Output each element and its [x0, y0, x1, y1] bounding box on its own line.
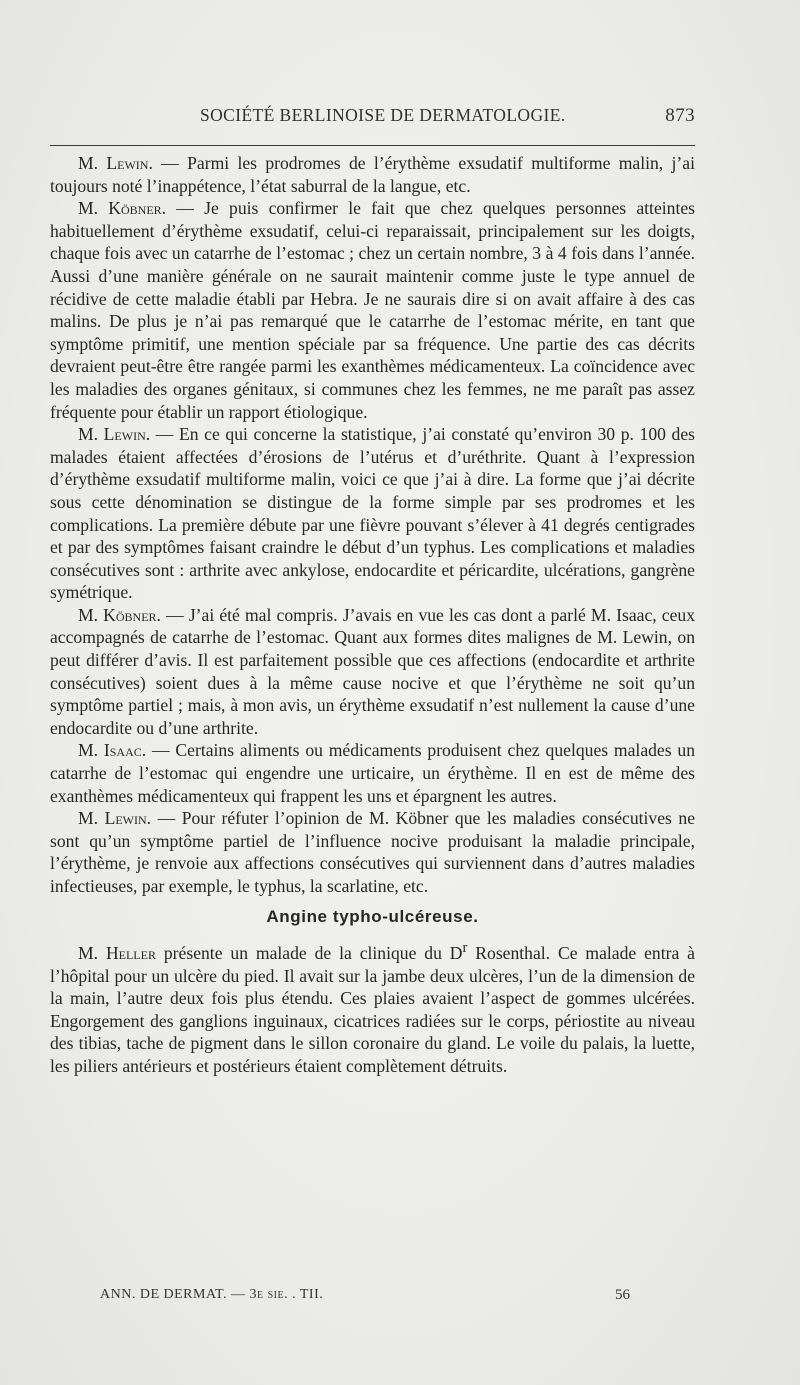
paragraph: [50, 152, 695, 197]
paragraph-text: — Certains aliments ou médicaments produisent chez quelques malades un catarrhe de l’estomac qui engendre une urticaire, un érythème. Il en est de même des exanthèmes médicamenteux qui frappent les uns et épargnent les autres.: [50, 740, 696, 806]
speaker-name: M. Lewin.: [78, 153, 153, 173]
paragraph: [50, 739, 695, 807]
paragraph-text: — Pour réfuter l’opinion de M. Köbner que les maladies consécutives ne sont qu’un symptôme partiel de l’influence nocive produisant la maladie principale, l’érythème, je renvoie aux affections consécutives qui surviennent dans d’autres maladies infectieuses, par exemple, le typhus, la scarlatine, etc.: [50, 808, 696, 896]
speaker-name: M. Lewin.: [78, 808, 152, 829]
paragraph-text: — J’ai été mal compris. J’avais en vue les cas dont a parlé M. Isaac, ceux accompagnés de catarrhe de l’estomac. Quant aux formes dites malignes de M. Lewin, on peut différer d’avis. Il est parfaitement possible que ces affections (endocardite et arthrite consécutives) soient dues à la même cause nocive et que l’érythème ne soit qu’un symptôme partiel ; mais, à mon avis, un érythème exsudatif n’est nullement la cause d’une endocardite ou d’une arthrite.: [50, 604, 695, 738]
paragraph-text: Rosenthal. Ce malade entra à l’hôpital pour un ulcère du pied. Il avait sur la jambe deux ulcères, l’un de la dimension de la main, l’autre deux fois plus étendu. Ces plaies avaient l’aspect de gommes ulcérées. Engorgement des ganglions inguinaux, cicatrices radiées sur le corps, périostite au niveau des tibias, tache de pigment dans le sillon coronaire du gland. Le voile du palais, la luette, les piliers antérieurs et postérieurs étaient complètement détruits.: [50, 943, 695, 1077]
sheet-number: 56: [615, 1287, 630, 1303]
paragraph: [50, 604, 695, 740]
speaker-name: M. Köbner.: [78, 198, 167, 219]
speaker-name: M. Köbner.: [78, 604, 161, 625]
paragraph-text: — En ce qui concerne la statistique, j’ai constaté qu’environ 30 p. 100 des malades étaient affectées d’érosions de l’utérus et d’uréthrite. Quant à l’expression d’érythème exsudatif multiforme malin, voici ce que j’ai à dire. La forme que j’ai décrite sous cette dénomination se distingue de la forme simple par ses prodromes et les complications. La première débute par une fièvre pouvant s’élever à 41 degrés centigrades et par des symptômes faisant craindre le début d’un typhus. Les complications et maladies consécutives sont : arthrite avec ankylose, endocardite et péricardite, ulcérations, gangrène symétrique.: [50, 424, 695, 603]
paragraph-text: — Je puis confirmer le fait que chez quelques personnes atteintes habituellement d’érythème exsudatif, celui-ci reparaissait, principalement sur les doigts, chaque fois avec un catarrhe de l’estomac ; chez un certain nombre, 3 à 4 fois dans l’année. Aussi d’une manière générale on ne saurait maintenir comme juste le type annuel de récidive de cette maladie établi par Hebra. Je ne saurais dire si on avait affaire à des cas malins. De plus je n’ai pas remarqué que le catarrhe de l’estomac mérite, en tant que symptôme primitif, une mention spéciale par sa fréquence. Une partie des cas décrits devraient peut-être être rangée parmi les exanthèmes médicamenteux. La coïncidence avec les maladies des organes génitaux, si communes chez les femmes, ne me paraît pas assez fréquente pour établir un rapport étiologique.: [50, 198, 695, 422]
paragraph: [50, 807, 695, 897]
section-heading: Angine typho-ulcéreuse.: [266, 906, 479, 926]
paragraph: [50, 197, 695, 423]
speaker-name: M. Isaac.: [78, 740, 147, 761]
header-rule: [50, 145, 695, 146]
speaker-name: M. Heller: [78, 943, 156, 964]
journal-signature: ANN. DE DERMAT. — 3e sie. . TII.: [100, 1287, 324, 1302]
paragraph-text: — Parmi les prodromes de l’érythème exsudatif multiforme malin, j’ai toujours noté l’inappétence, l’état saburral de la langue, etc.: [50, 153, 695, 196]
paragraph: [50, 937, 695, 1077]
page-number: 873: [665, 105, 695, 126]
body-text: [50, 152, 695, 1078]
speaker-name: M. Lewin.: [78, 424, 151, 445]
paragraph: [50, 423, 695, 604]
paragraph-text: présente un malade de la clinique du D: [155, 943, 463, 964]
superscript-text: r: [462, 940, 468, 957]
running-header-title: SOCIÉTÉ BERLINOISE DE DERMATOLOGIE.: [200, 105, 566, 125]
